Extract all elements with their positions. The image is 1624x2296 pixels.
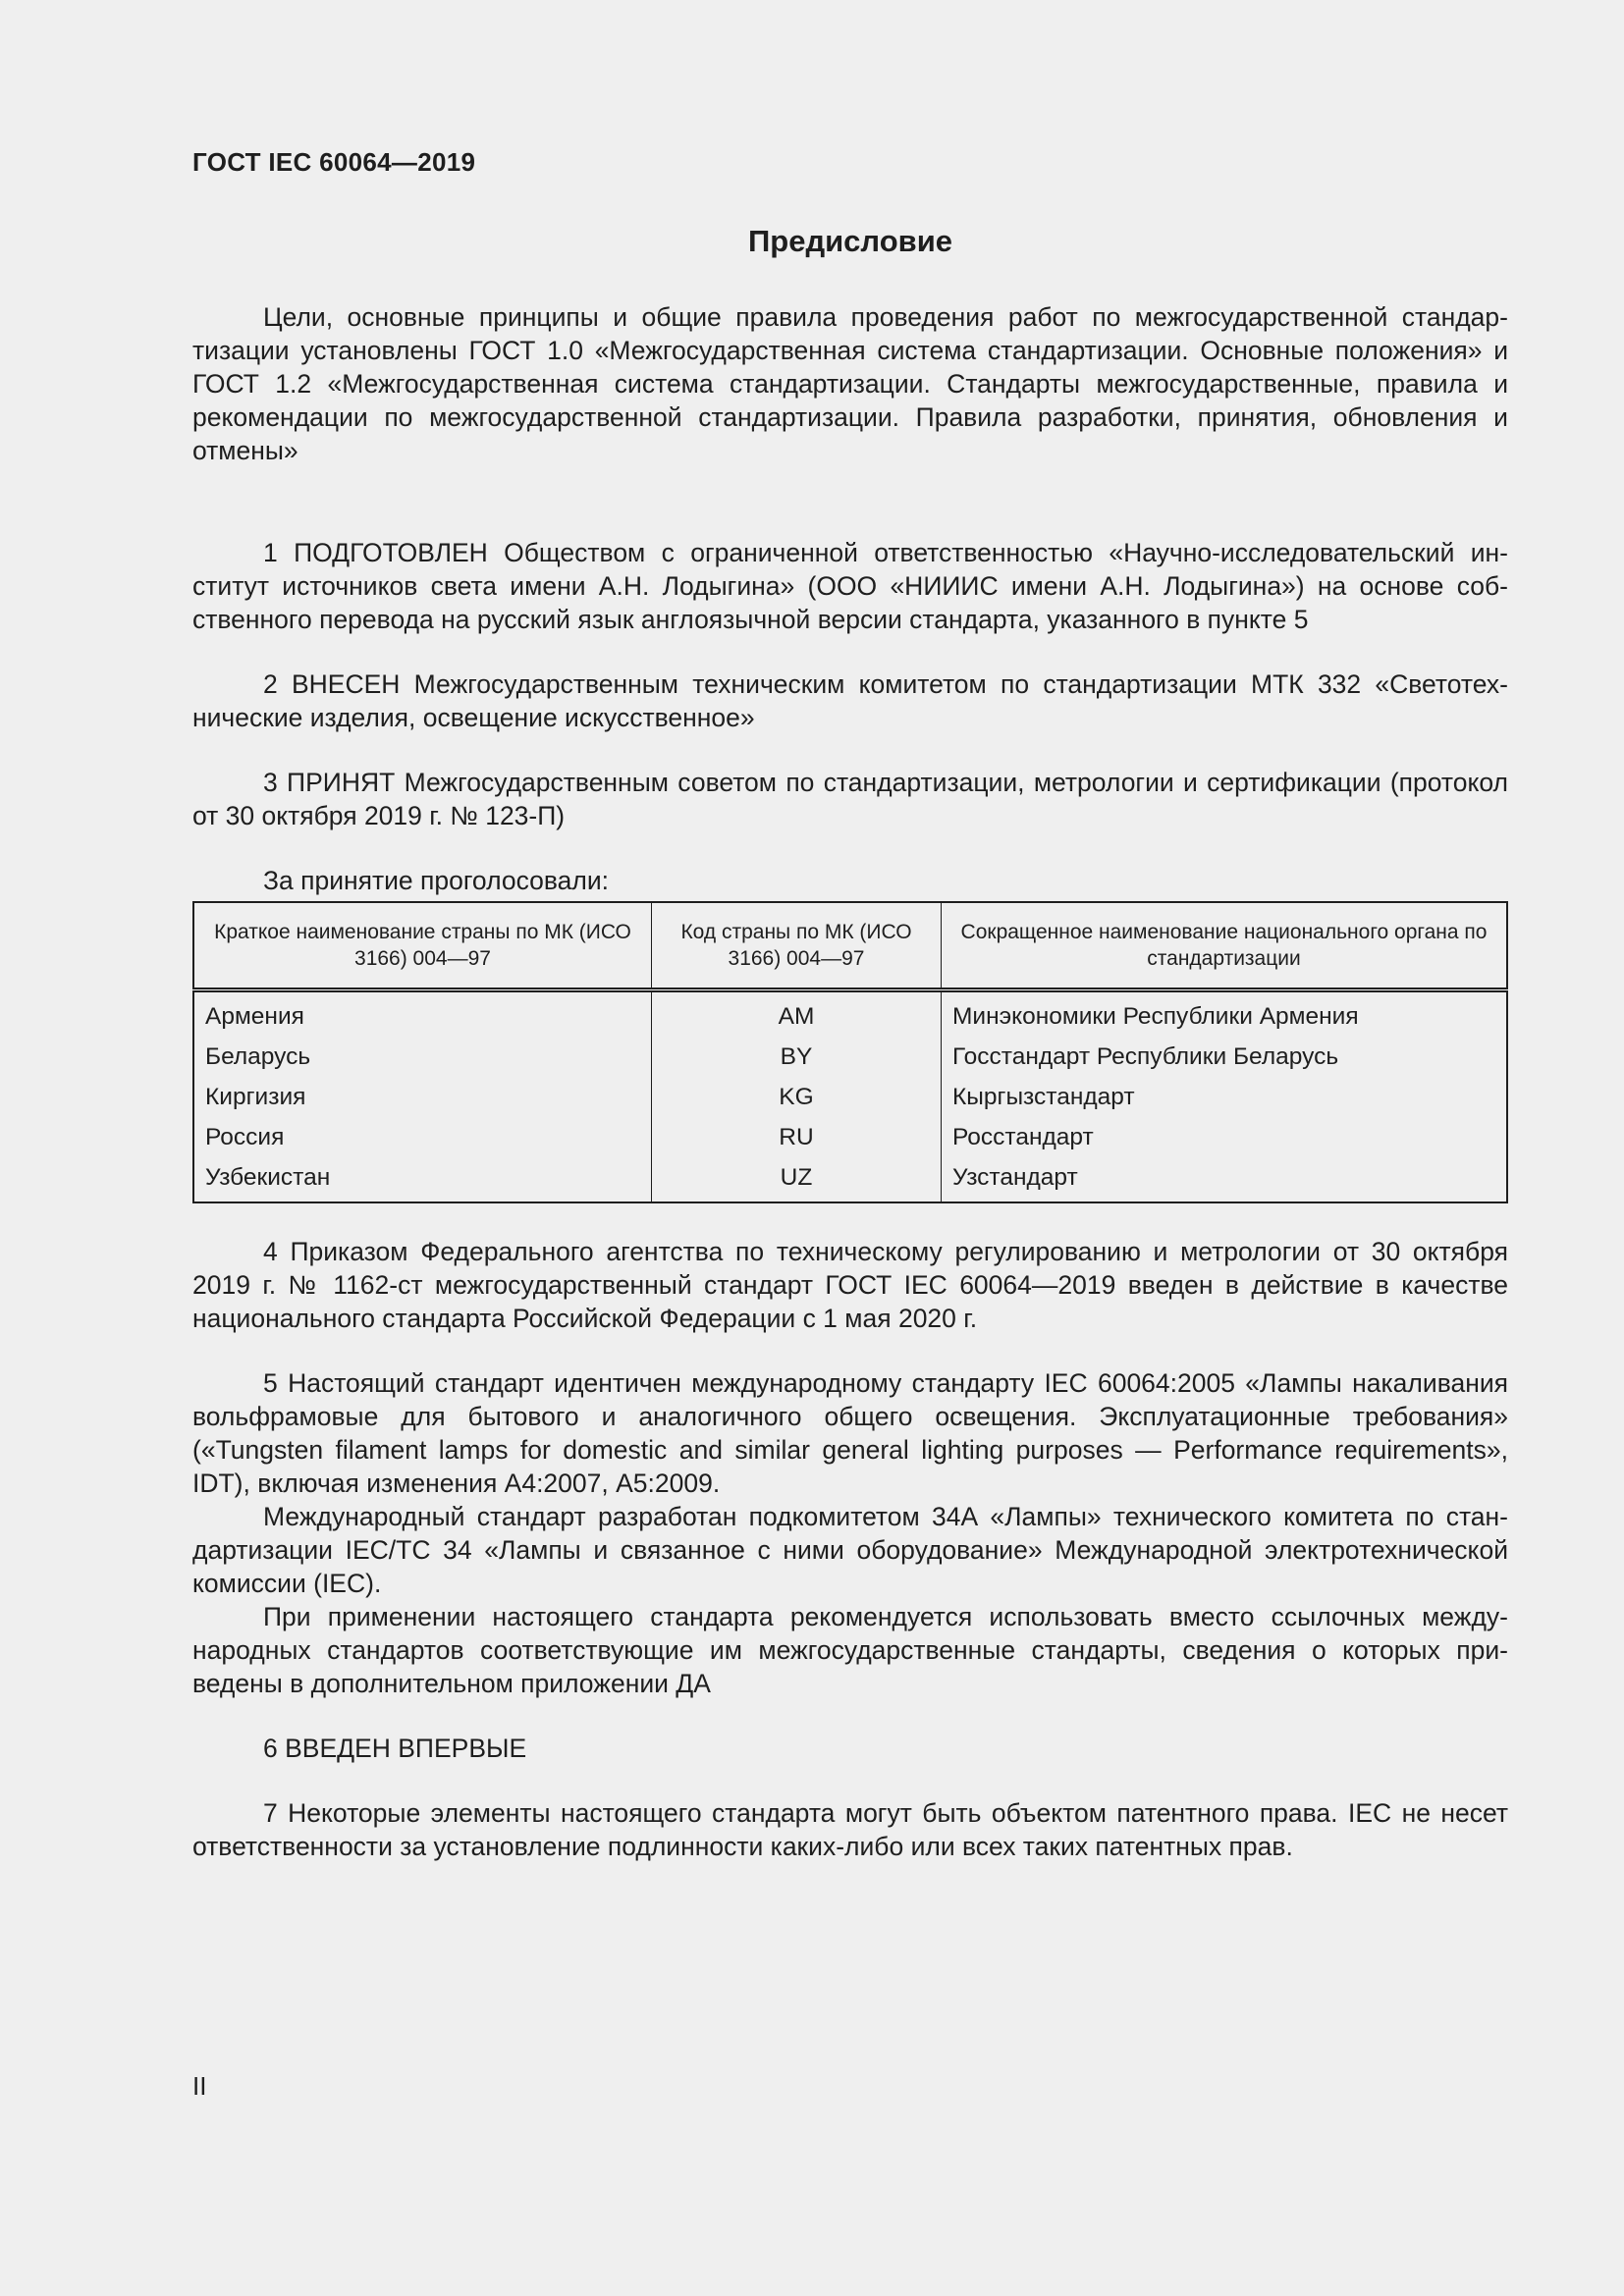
votes-table — [192, 901, 1508, 1203]
column-header-country: Краткое наименование страны по МК (ИСО 3166) 004—97 — [193, 902, 652, 990]
column-header-body: Сокращенное наименование национального органа по стандартизации — [942, 902, 1508, 990]
table-row — [193, 1117, 1507, 1157]
item-6-first-introduced: 6 ВВЕДЕН ВПЕРВЫЕ — [263, 1734, 527, 1763]
body-cell: Кыргызстандарт — [942, 1077, 1508, 1117]
column-header-code: Код страны по МК (ИСО 3166) 004—97 — [652, 902, 942, 990]
country-cell: Беларусь — [193, 1037, 652, 1077]
body-cell: Росстандарт — [942, 1117, 1508, 1157]
item-5-developer: Международный стандарт разработан подкомитетом 34А «Лампы» технического комитета по стандартизации IEC/TC 34 «Лампы и связанное с ними оборудование» Международной электротехнической комиссии (IEC). — [192, 1502, 1508, 1598]
code-cell: RU — [652, 1117, 942, 1157]
table-row — [193, 1037, 1507, 1077]
item-5-identical: 5 Настоящий стандарт идентичен международному стандарту IEC 60064:2005 «Лампы накаливания вольфрамовые для бытового и аналогичного общего освещения. Эксплуатационные требования» («Tungsten filament lamps for domestic and similar general lighting purposes — Performance requirements», IDT), включая изменения А4:2007, А5:2009. — [192, 1368, 1508, 1498]
table-row — [193, 1157, 1507, 1202]
votes-table-header-row — [193, 902, 1507, 990]
code-cell: KG — [652, 1077, 942, 1117]
preface-content — [192, 300, 1508, 1863]
item-4-order: 4 Приказом Федерального агентства по техническому регулированию и метрологии от 30 октября 2019 г. № 1162-ст межгосударственный стандарт ГОСТ IEC 60064—2019 введен в действие в качестве национального стандарта Российской Федерации с 1 мая 2020 г. — [192, 1237, 1508, 1333]
country-cell: Россия — [193, 1117, 652, 1157]
intro-paragraph: Цели, основные принципы и общие правила проведения работ по межгосударственной стандартизации установлены ГОСТ 1.0 «Межгосударственная система стандартизации. Основные положения» и ГОСТ 1.2 «Межгосударственная система стандартизации. Стандарты межгосударственные, правила и рекомендации по межгосударственной стандартизации. Правила разработки, принятия, обновления и отмены» — [192, 302, 1508, 465]
code-cell: AM — [652, 990, 942, 1038]
country-cell: Армения — [193, 990, 652, 1038]
country-cell: Узбекистан — [193, 1157, 652, 1202]
code-cell: BY — [652, 1037, 942, 1077]
item-1-prepared: 1 ПОДГОТОВЛЕН Обществом с ограниченной ответственностью «Научно-исследовательский институт источников света имени А.Н. Лодыгина» (ООО «НИИИС имени А.Н. Лодыгина») на основе собственного перевода на русский язык англоязычной версии стандарта, указанного в пункте 5 — [192, 538, 1508, 634]
item-7-patents: 7 Некоторые элементы настоящего стандарта могут быть объектом патентного права. IEC не несет ответственности за установление подлинности каких-либо или всех таких патентных прав. — [192, 1798, 1508, 1861]
document-header-code: ГОСТ IEC 60064—2019 — [192, 147, 476, 177]
page-number: II — [192, 2071, 207, 2101]
table-row — [193, 1077, 1507, 1117]
table-row — [193, 990, 1507, 1038]
item-5-application: При применении настоящего стандарта рекомендуется использовать вместо ссылочных международных стандартов соответствующие им межгосударственные стандарты, сведения о которых приведены в дополнительном приложении ДА — [192, 1602, 1508, 1698]
body-cell: Минэкономики Республики Армения — [942, 990, 1508, 1038]
country-cell: Киргизия — [193, 1077, 652, 1117]
body-cell: Госстандарт Республики Беларусь — [942, 1037, 1508, 1077]
page-title: Предисловие — [747, 224, 952, 258]
code-cell: UZ — [652, 1157, 942, 1202]
body-cell: Узстандарт — [942, 1157, 1508, 1202]
votes-label: За принятие проголосовали: — [263, 866, 610, 895]
item-2-introduced: 2 ВНЕСЕН Межгосударственным техническим комитетом по стандартизации МТК 332 «Светотехнические изделия, освещение искусственное» — [192, 669, 1508, 732]
item-3-adopted: 3 ПРИНЯТ Межгосударственным советом по стандартизации, метрологии и сертификации (протокол от 30 октября 2019 г. № 123-П) — [192, 768, 1508, 830]
